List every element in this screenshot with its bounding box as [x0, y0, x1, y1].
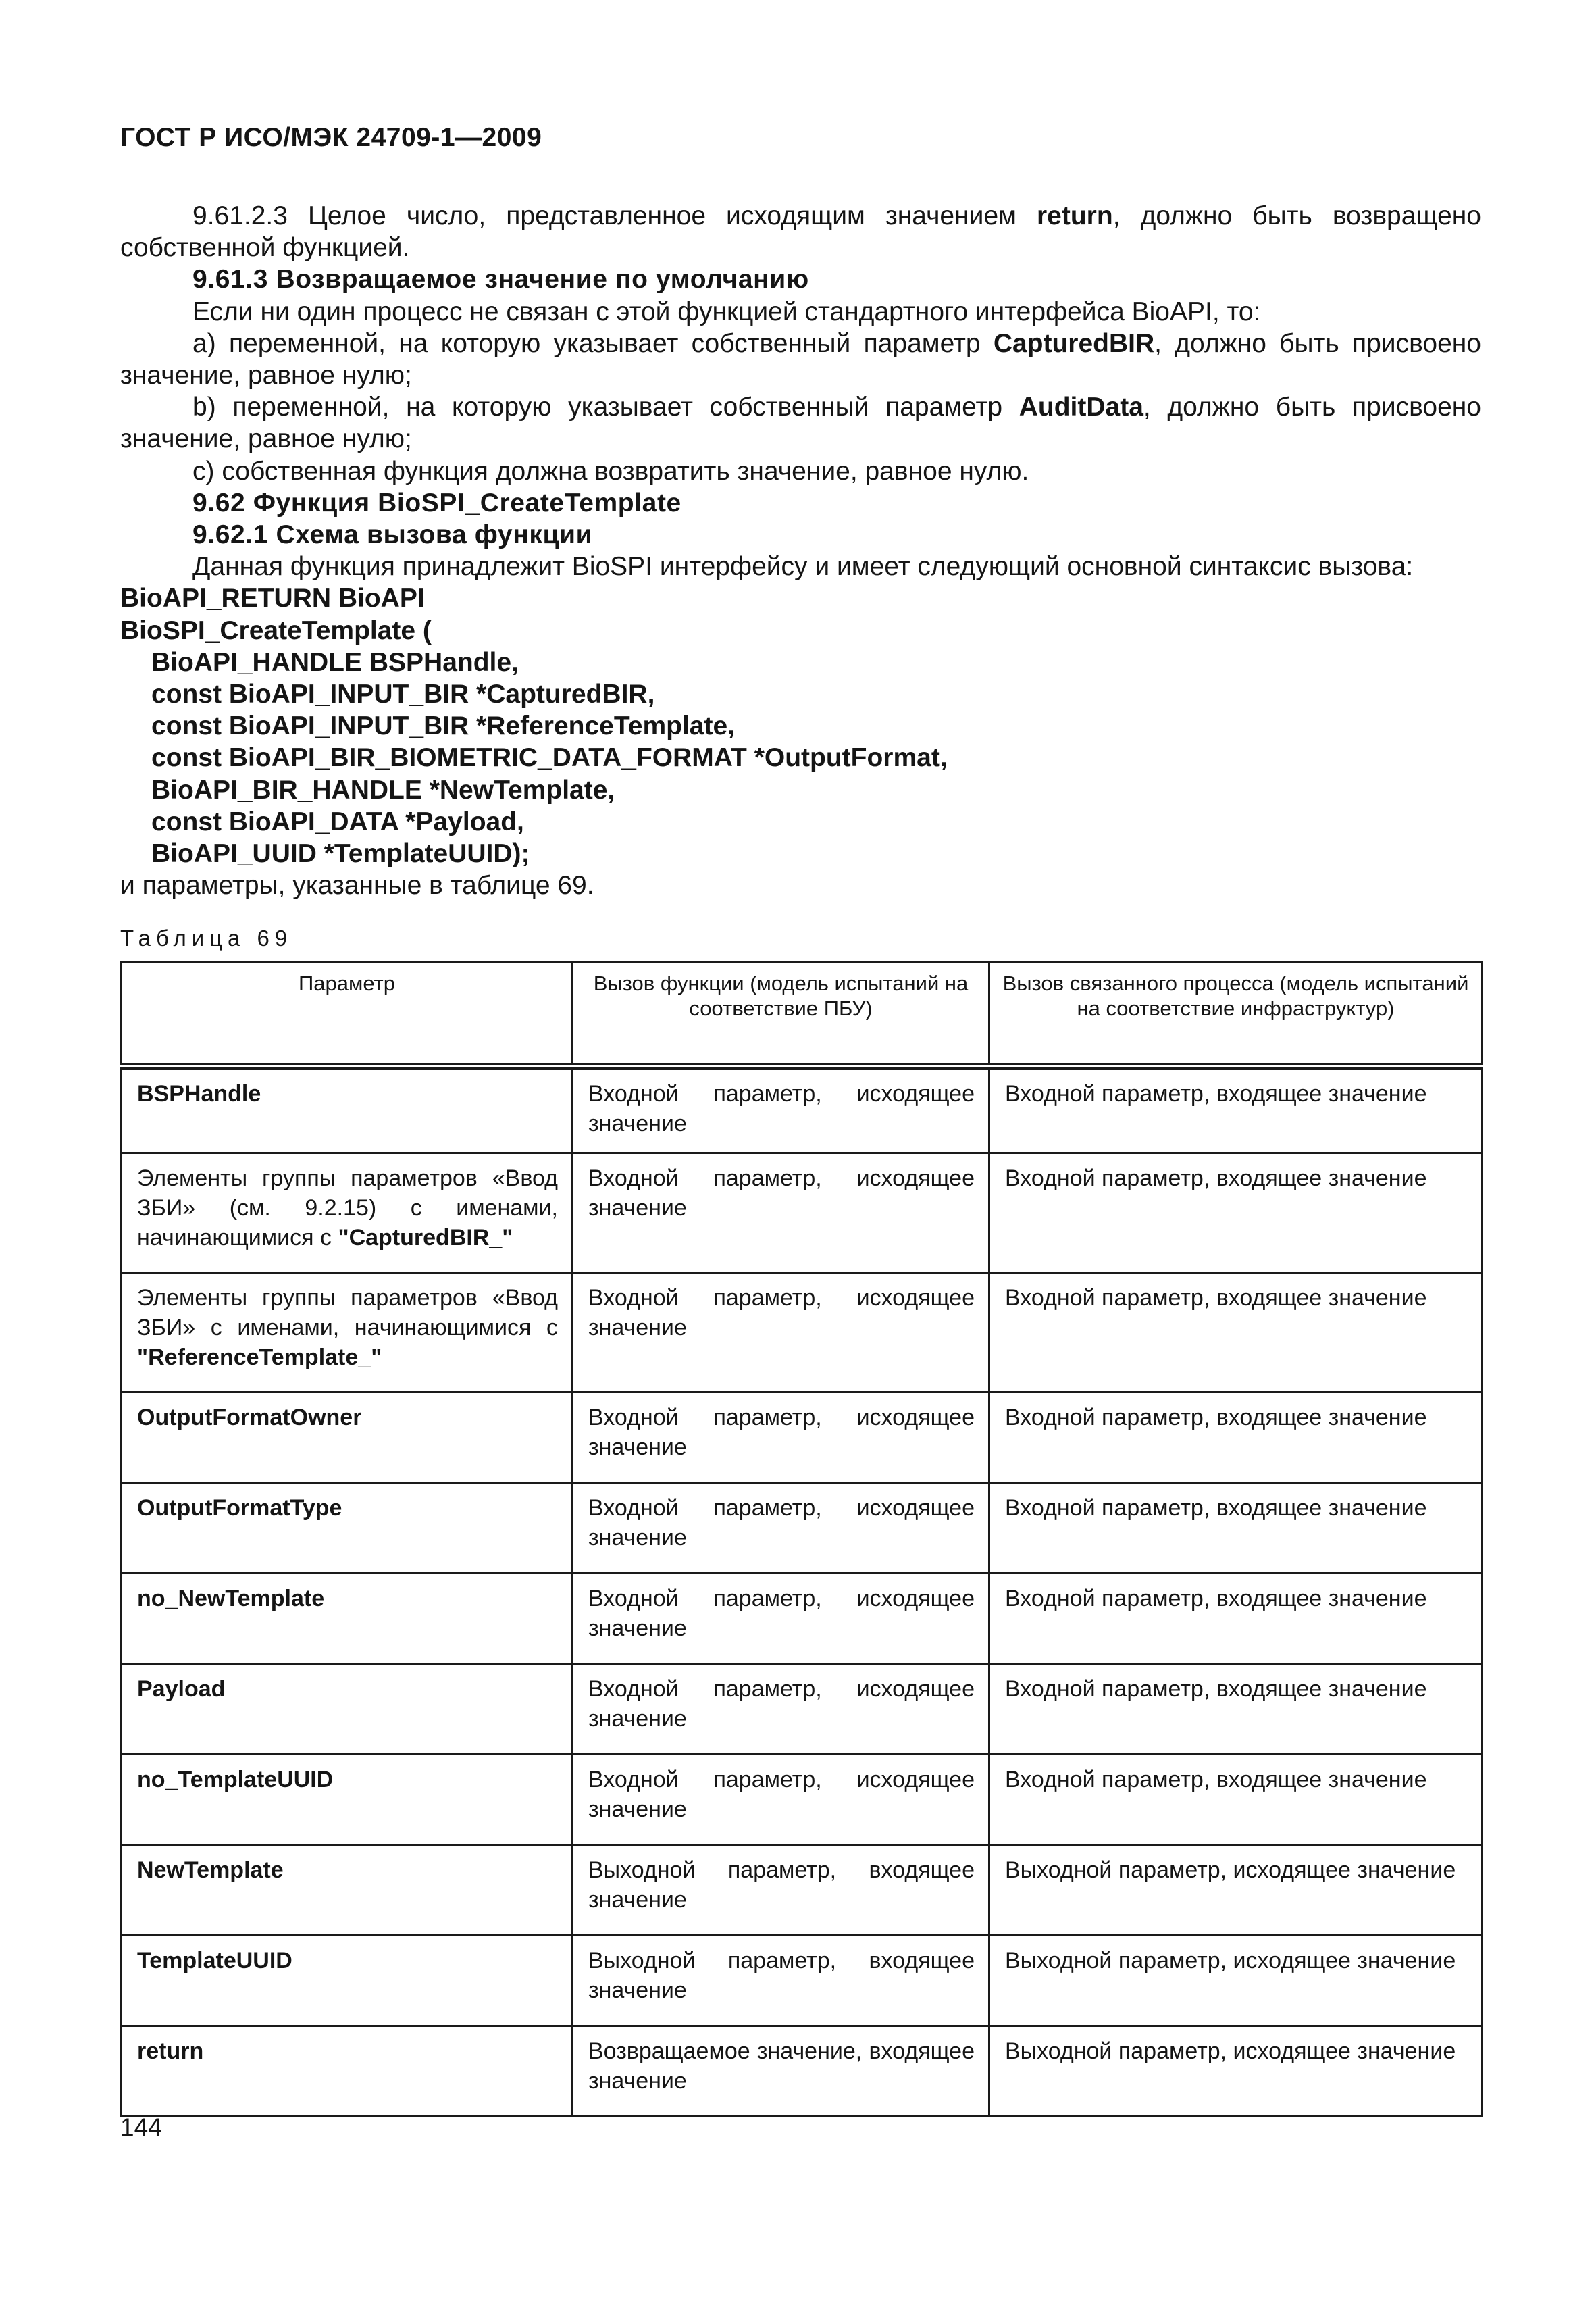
paragraph-item-c: c) собственная функция должна возвратить значение, равное нулю. [192, 456, 1029, 486]
call-cell: Входной параметр, исходящее значение [573, 1067, 989, 1153]
code-line: const BioAPI_INPUT_BIR *CapturedBIR, [151, 680, 655, 709]
call-cell: Выходной параметр, входящее значение [573, 1936, 989, 2026]
linked-cell: Входной параметр, входящее значение [989, 1153, 1483, 1273]
call-cell: Входной параметр, исходящее значение [573, 1273, 989, 1392]
call-cell: Возвращаемое значение, входящее значение [573, 2026, 989, 2117]
linked-cell: Входной параметр, входящее значение [989, 1483, 1483, 1574]
paragraph-item-a: a) переменной, на которую указывает собственный параметр CapturedBIR, должно быть присвоено значение, равное нулю; [120, 328, 1481, 391]
linked-cell: Входной параметр, входящее значение [989, 1067, 1483, 1153]
table-row [122, 2026, 1483, 2117]
paragraph-table-ref: и параметры, указанные в таблице 69. [120, 871, 594, 901]
column-header-function-call: Вызов функции (модель испытаний на соответствие ПБУ) [573, 962, 989, 1067]
call-cell: Выходной параметр, входящее значение [573, 1845, 989, 1936]
call-cell: Входной параметр, исходящее значение [573, 1755, 989, 1845]
call-cell: Входной параметр, исходящее значение [573, 1483, 989, 1574]
param-cell: BSPHandle [122, 1067, 573, 1153]
linked-cell: Входной параметр, входящее значение [989, 1273, 1483, 1392]
column-header-linked-process: Вызов связанного процесса (модель испытаний на соответствие инфраструктур) [989, 962, 1483, 1067]
heading-9-62-1: 9.62.1 Схема вызова функции [192, 520, 593, 550]
table-row [122, 1574, 1483, 1664]
param-cell: return [122, 2026, 573, 2117]
code-line: BioSPI_CreateTemplate ( [120, 615, 432, 645]
table-header-row [122, 962, 1483, 1067]
paragraph-default-intro: Если ни один процесс не связан с этой функцией стандартного интерфейса BioAPI, то: [192, 297, 1261, 326]
linked-cell: Входной параметр, входящее значение [989, 1574, 1483, 1664]
table-row [122, 1845, 1483, 1936]
param-cell: Элементы группы параметров «Ввод ЗБИ» с именами, начинающимися с "ReferenceTemplate_" [122, 1273, 573, 1392]
code-line: BioAPI_HANDLE BSPHandle, [151, 647, 519, 677]
heading-9-62: 9.62 Функция BioSPI_CreateTemplate [192, 488, 681, 518]
code-line: BioAPI_UUID *TemplateUUID); [151, 839, 530, 869]
table-row [122, 1664, 1483, 1755]
page-number: 144 [120, 2113, 162, 2141]
code-line: BioAPI_RETURN BioAPI [120, 584, 425, 613]
table-row [122, 1483, 1483, 1574]
linked-cell: Входной параметр, входящее значение [989, 1755, 1483, 1845]
code-line: const BioAPI_BIR_BIOMETRIC_DATA_FORMAT *OutputFormat, [151, 743, 948, 773]
column-header-parameter: Параметр [122, 962, 573, 1067]
linked-cell: Выходной параметр, исходящее значение [989, 1845, 1483, 1936]
table-row [122, 1067, 1483, 1153]
heading-9-61-3: 9.61.3 Возвращаемое значение по умолчанию [192, 265, 809, 295]
param-cell: no_TemplateUUID [122, 1755, 573, 1845]
call-cell: Входной параметр, исходящее значение [573, 1153, 989, 1273]
table-row [122, 1273, 1483, 1392]
call-cell: Входной параметр, исходящее значение [573, 1664, 989, 1755]
code-line: const BioAPI_DATA *Payload, [151, 807, 524, 836]
param-cell: NewTemplate [122, 1845, 573, 1936]
param-cell: TemplateUUID [122, 1936, 573, 2026]
table-row [122, 1153, 1483, 1273]
call-cell: Входной параметр, исходящее значение [573, 1392, 989, 1483]
param-cell: OutputFormatOwner [122, 1392, 573, 1483]
body-text [120, 200, 1481, 901]
linked-cell: Выходной параметр, исходящее значение [989, 2026, 1483, 2117]
linked-cell: Входной параметр, входящее значение [989, 1664, 1483, 1755]
document-header: ГОСТ Р ИСО/МЭК 24709-1—2009 [120, 123, 542, 152]
code-line: const BioAPI_INPUT_BIR *ReferenceTemplate, [151, 711, 735, 741]
paragraph-syntax-intro: Данная функция принадлежит BioSPI интерфейсу и имеет следующий основной синтаксис вызова: [192, 552, 1414, 582]
linked-cell: Выходной параметр, исходящее значение [989, 1936, 1483, 2026]
table-row [122, 1755, 1483, 1845]
code-line: BioAPI_BIR_HANDLE *NewTemplate, [151, 775, 615, 805]
paragraph-9-61-2-3: 9.61.2.3 Целое число, представленное исходящим значением return, должно быть возвращено собственной функцией. [120, 201, 1481, 263]
param-cell: Элементы группы параметров «Ввод ЗБИ» (см. 9.2.15) с именами, начинающимися с "CapturedBIR_" [122, 1153, 573, 1273]
table-row [122, 1392, 1483, 1483]
param-cell: Payload [122, 1664, 573, 1755]
param-cell: no_NewTemplate [122, 1574, 573, 1664]
paragraph-item-b: b) переменной, на которую указывает собственный параметр AuditData, должно быть присвоено значение, равное нулю; [120, 393, 1481, 454]
table-caption: Таблица 69 [120, 926, 293, 951]
parameters-table [120, 961, 1483, 2117]
call-cell: Входной параметр, исходящее значение [573, 1574, 989, 1664]
param-cell: OutputFormatType [122, 1483, 573, 1574]
table-row [122, 1936, 1483, 2026]
linked-cell: Входной параметр, входящее значение [989, 1392, 1483, 1483]
